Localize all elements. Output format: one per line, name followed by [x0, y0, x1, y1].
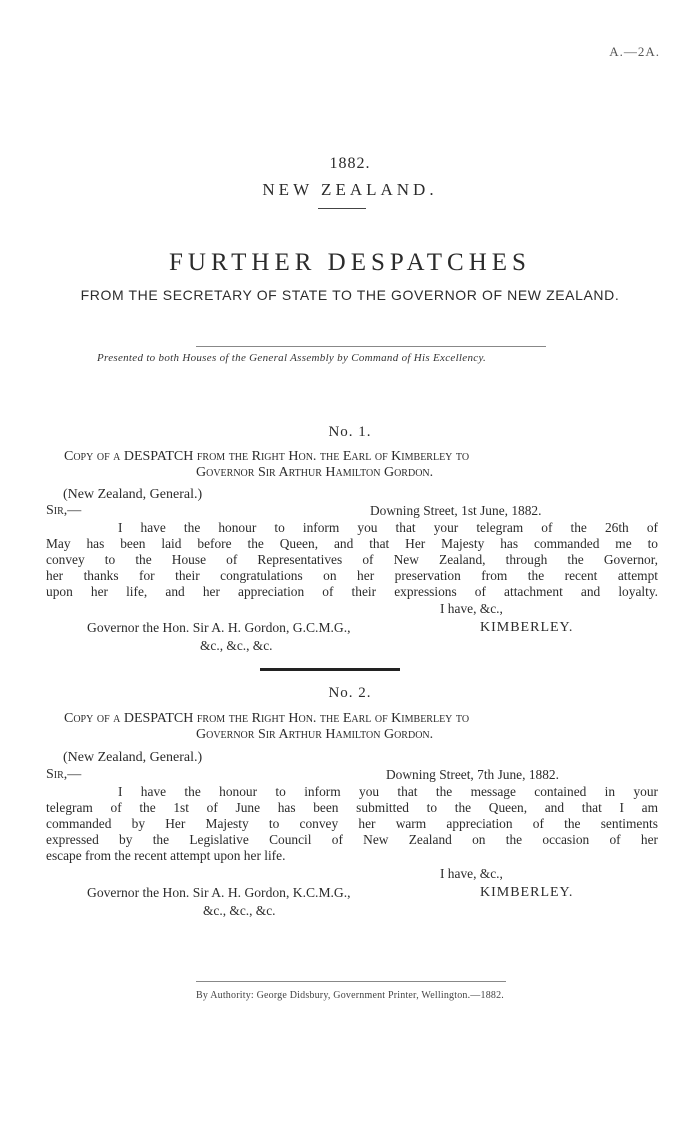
despatch-1-signature: KIMBERLEY. — [480, 620, 574, 635]
header-divider — [318, 208, 366, 209]
printer-imprint: By Authority: George Didsbury, Government Printer, Wellington.—1882. — [195, 990, 504, 1001]
despatch-2-body-line: I have the honour to inform you that the message contained in your — [118, 784, 658, 799]
despatch-1-body-line: I have the honour to inform you that your telegram of the 26th of — [118, 520, 658, 535]
despatch-1-number: No. 1. — [328, 424, 372, 440]
despatch-1-body-line: convey to the House of Representatives of New Zealand, through the Governor, — [46, 552, 658, 567]
despatch-2-salutation: Sir,— — [46, 767, 82, 782]
presented-divider — [196, 346, 546, 347]
despatch-2-closing: I have, &c., — [440, 866, 503, 881]
despatch-1-body-line: May has been laid before the Queen, and that Her Majesty has commanded me to — [46, 536, 658, 551]
despatch-1-heading-line-1: Copy of a DESPATCH from the Right Hon. the Earl of Kimberley to — [64, 449, 470, 464]
despatch-1-place-date: Downing Street, 1st June, 1882. — [370, 503, 542, 518]
despatch-2-body-line: commanded by Her Majesty to convey her warm appreciation of the sentiments — [46, 816, 658, 831]
despatch-2-addressee-etc: &c., &c., &c. — [203, 903, 276, 918]
document-year: 1882. — [329, 155, 371, 172]
document-reference: A.—2A. — [609, 44, 660, 59]
footer-divider — [196, 981, 506, 982]
despatch-2-number: No. 2. — [328, 685, 372, 701]
despatch-2-body-line: escape from the recent attempt upon her life. — [46, 848, 286, 863]
despatch-1-classification: (New Zealand, General.) — [63, 487, 203, 502]
despatch-1-body-line: upon her life, and her appreciation of their expressions of attachment and loyalty. — [46, 584, 658, 599]
despatch-2-body-line: expressed by the Legislative Council of New Zealand on the occasion of her — [46, 832, 658, 847]
despatch-2-body-line: telegram of the 1st of June has been submitted to the Queen, and that I am — [46, 800, 658, 815]
despatch-2-heading-line-1: Copy of a DESPATCH from the Right Hon. the Earl of Kimberley to — [64, 711, 470, 726]
despatch-2-classification: (New Zealand, General.) — [63, 750, 203, 765]
despatch-2-place-date: Downing Street, 7th June, 1882. — [386, 767, 559, 782]
document-title: FURTHER DESPATCHES — [169, 249, 531, 276]
despatch-1-closing: I have, &c., — [440, 601, 503, 616]
presented-note: Presented to both Houses of the General Assembly by Command of His Excellency. — [97, 352, 487, 364]
despatch-divider — [260, 668, 400, 671]
despatch-2-heading-line-2: Governor Sir Arthur Hamilton Gordon. — [196, 727, 434, 742]
despatch-1-salutation: Sir,— — [46, 503, 82, 518]
despatch-1-body-line: her thanks for their congratulations on her preservation from the recent attempt — [46, 568, 658, 583]
despatch-1-heading-line-2: Governor Sir Arthur Hamilton Gordon. — [196, 465, 434, 480]
despatch-1-addressee: Governor the Hon. Sir A. H. Gordon, G.C.M.G., — [87, 620, 351, 635]
document-country: NEW ZEALAND. — [262, 180, 438, 199]
despatch-2-signature: KIMBERLEY. — [480, 885, 574, 900]
despatch-1-addressee-etc: &c., &c., &c. — [200, 638, 273, 653]
document-subtitle: FROM THE SECRETARY OF STATE TO THE GOVERNOR OF NEW ZEALAND. — [80, 287, 620, 303]
despatch-2-addressee: Governor the Hon. Sir A. H. Gordon, K.C.M.G., — [87, 885, 351, 900]
